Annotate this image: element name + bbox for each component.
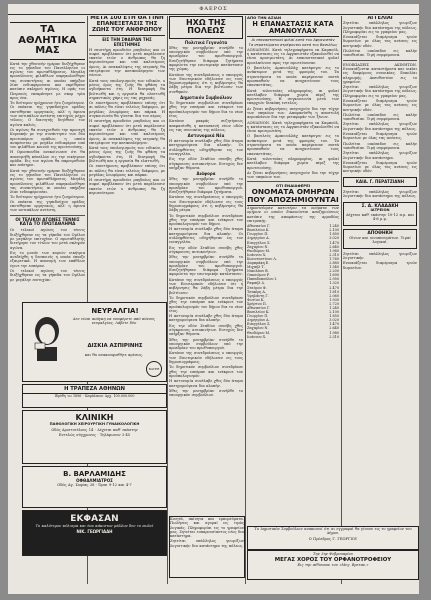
box-ad-2-sub: ΙΑΤΡΕΙΟΝ (370, 208, 390, 213)
clinic-ad: ΚΛΙΝΙΚΗ ΠΑΘΟΛΟΓΙΚΗ ΧΕΙΡΟΥΡΓΙΚΗ ΓΥΝΑΙΚΟΛΟΓΙΚΗ Οδός Αριστοτέλους 14 · Δέχεται καθ' εκάστην Εντελώς σύγχρονος · Τηλέφωνον 2-45 (22, 410, 167, 464)
column-1: ΤΑ ΑΘΛΗΤΙΚΑ ΜΑΣ Κατά την χθεσινήν ημέραν διεξήχθησαν εις το γήπεδον του Πανελληνίου οι αγώνες του πρωταθλήματος. Μεγάλη προσέλευσις φιλάθλων παρηκολούθησε τας συναντήσεις αι οποίαι υπήρξαν λίαν ενδιαφέρουσαι και εκρίθησαν κατόπιν σκληρού αγώνος. Η ομάς του Πειραιώς επεκράτησε με σκορ τρία προς ένα. Το δεύτερον ημίχρονον ήτο ζωηρότερον. Οι παίκται της γηπεδούχου ομάδος επετέθησαν ορμητικώς, αλλ' η άμυνα των αντιπάλων αντέστη επιτυχώς μέχρι τέλους. Ο διαιτητής διηύθυνε τον αγώνα καλώς. Οι αγώνες θα συνεχισθούν την προσεχή Κυριακήν με την συνάντησιν των δύο πρωτοπόρων ομάδων, η οποία αναμένεται με μεγάλο ενδιαφέρον υπό του φιλάθλου κοινού της πρωτευούσης. Η Ομοσπονδία ανεκοίνωσεν ότι θα απονεμηθή κύπελλον εις την νικήτριαν ομάδα. Εις τον αγώνα θα παρευρεθούν και επίσημοι. Κατά την χθεσινήν ημέραν διεξήχθησαν εις το γήπεδον του Πανελληνίου οι αγώνες του πρωταθλήματος. Μεγάλη προσέλευσις φιλάθλων παρηκολούθησε τας συναντήσεις αι οποίαι υπήρξαν λίαν ενδιαφέρουσαι. Το δεύτερον ημίχρονον ήτο ζωηρότερον. Οι παίκται της γηπεδούχου ομάδος επετέθησαν ορμητικώς, αλλ' η άμυνα των αντιπάλων αντέστη. ΟΙ ΤΕΛΙΚΟΙ ΑΓΩΝΕΣ ΤΕΝΝΙΣ ΚΑΤΑ ΤΟ ΠΡΩΤΑΘΛΗΜΑ Οι τελικοί αγώνες του τέννις διεξήχθησαν εις τα γήπεδα του Ομίλου με μεγάλην επιτυχίαν. Ο πρωταθλητής διετήρησε τον τίτλον του μετά σκληρόν αγώνα. Εις το μονόν των κυριών νικήτρια ανεδείχθη η δεσποινίς η οποία έπαιξε εξαιρετικά. Η απονομή των επάθλων έγινε την εσπέραν. Οι τελικοί αγώνες του τέννις διεξήχθησαν εις τα γήπεδα του Ομίλου με μεγάλην επιτυχίαν. (10, 24, 85, 282)
city-echo-headline: ΗΧΩ ΤΗΣ ΠΟΛΕΩΣ (169, 16, 243, 39)
orphanage-ball-ad (247, 550, 419, 580)
asia-kicker: ΑΠΟ ΤΗΝ ΑΣΙΑΝ (247, 16, 281, 20)
doctor-specialty: ΟΦΘΑΛΜΙΑΤΡΟΣ (76, 478, 113, 483)
orphanage-title: ΜΕΓΑΣ ΧΟΡΟΣ ΤΟΥ ΟΡΦΑΝΟΤΡΟΦΕΙΟΥ (274, 557, 392, 564)
ekfasan-seller: ΝΙΚ. ΓΕΩΡΓΙΑΔΗ (76, 529, 113, 535)
clinic-sub: ΠΑΘΟΛΟΓΙΚΗ ΧΕΙΡΟΥΡΓΙΚΗ ΓΥΝΑΙΚΟΛΟΓΙΚΗ (49, 422, 140, 426)
bank-name: Η ΤΡΑΠΕΖΑ ΑΘΗΝΩΝ (23, 385, 166, 394)
orphanage-date: Την 3ην Φεβρουαρίου (313, 552, 353, 556)
box-ad-1: ΚΑΙΑ. Γ. ΠΕΡΑΤΖΙΑΝΗ (355, 178, 405, 184)
ekfasan-ad: ΕΚΦΑΣΑΝ Το καλύτερον κύλισμα και ένα κάκιστον μάλλον δεν το πωλεί ΝΙΚ. ΓΕΩΡΓΙΑΔΗ (22, 510, 167, 556)
box-ad-3: ΑΠΟΘΗΚΗ (367, 230, 393, 236)
orphanage-venue: Εις την αίθουσαν του «Μεγ. Βρεταν.» (297, 563, 369, 568)
notices-headline: ΑΓΓΕΛΙΑΙ (367, 16, 393, 21)
aspirin-name: ΔΙΣΚΙΑ ΑΣΠΙΡΙΝΗΣ (87, 343, 143, 349)
tennis-subheadline: ΚΑΤΑ ΤΟ ΠΡΩΤΑΘΛΗΜΑ (19, 221, 76, 226)
running-header: ΦΑΕΡΟΣ (8, 4, 419, 15)
sports-headline: ΤΑ ΑΘΛΗΤΙΚΑ ΜΑΣ (10, 22, 85, 60)
hostages-headline: ΟΝΟΜΑΤΑ ΟΜΗΡΩΝ ΠΟΥ ΑΠΟΖΗΜΙΟΥΝΤΑΙ (247, 187, 339, 205)
ekfasan-title: ΕΚΦΑΣΑΝ (70, 514, 119, 524)
neuralgia-title: ΝΕΥΡΑΛΓΙΑ! (91, 307, 139, 315)
bayer-cross-logo: BAYER (146, 361, 162, 377)
tennis-headline: ΟΙ ΤΕΛΙΚΟΙ ΑΓΩΝΕΣ ΤΕΝΝΙΣ (15, 216, 80, 222)
col4-notice-box: Το Δημοτικόν Συμβούλιον ανακοινοί ότι αι εγγραφαί θα γίνουν εις το γραφείον του Δήμου. Ο Πρόεδρος Γ. ΓΕΩΡΓΙΟΥ (247, 526, 419, 550)
column-2: ΜΕΤΑ 100 ΕΤΗ ΘΑ ΓΙΝΗ ΕΠΑΝΕΞΕΤΑΣΙΣ ΤΗΣ ΖΩΗΣ ΤΟΥ ΑΝΘΡΩΠΟΥ ΕΙΣ ΤΗΝ ΣΦΑΙΡΑΝ ΤΗΣ ΕΠΙΣΤΗΜΗΣ Η επιστήμη προοδεύει ραγδαίως και οι σοφοί προβλέπουν ότι μετά παρέλευσιν εκατόν ετών ο άνθρωπος θα ζη περισσότερον και υπό καλυτέρους όρους. Αι ανακαλύψεις της ιατρικής θα επιτρέψουν την καταπολέμησιν των νόσων. Κατά τους υπολογισμούς των ειδικών, ο μέσος όρος της ζωής θα φθάση τα ογδοήκοντα έτη. Η διατροφή θα βελτιωθή και η εργασία θα ελαττωθή σημαντικώς χάρις εις τας μηχανάς. Οι επιστήμονες προβλέπουν επίσης ότι αι πόλεις θα είναι τελείως διάφοροι, με μεγάλας λεωφόρους και πάρκα. Η συγκοινωνία θα γίνεται δια του αέρος. Η επιστήμη προοδεύει ραγδαίως και οι σοφοί προβλέπουν ότι μετά παρέλευσιν εκατόν ετών ο άνθρωπος θα ζη περισσότερον και υπό καλυτέρους όρους. Αι ανακαλύψεις της ιατρικής θα επιτρέψουν την καταπολέμησιν. Κατά τους υπολογισμούς των ειδικών, ο μέσος όρος της ζωής θα φθάση τα ογδοήκοντα έτη. Η διατροφή θα βελτιωθή και η εργασία θα ελαττωθή. Οι επιστήμονες προβλέπουν επίσης ότι αι πόλεις θα είναι τελείως διάφοροι, με μεγάλας λεωφόρους και πάρκα. Η επιστήμη προοδεύει ραγδαίως και οι σοφοί προβλέπουν ότι μετά παρέλευσιν εκατόν ετών ο άνθρωπος θα ζη περισσότερον. (89, 16, 165, 196)
bank-ad: Η ΤΡΑΠΕΖΑ ΑΘΗΝΩΝ Ιδρύθη τω 1896 · Κεφάλαιον Δρχ. 100.000.000 (22, 384, 167, 408)
small-ad-col3: Κινητά, ακίνητα και εμπορεύματα. Πωλήσεις και αγοραί εις τιμάς λογικάς. Πληροφορίαι εις το γραφείον μας. Ζητείται ευπαρουσίαστος νέος δια κατάστημα. Ζητείται υπάλληλος γνωρίζων λογιστικήν δια κατάστημα της πόλεως. (169, 516, 245, 578)
column-3: ΗΧΩ ΤΗΣ ΠΟΛΕΩΣ Πολιτικά Γεγονότα Χθες την μεσημβρίαν συνήλθε το υπουργικόν συμβούλιον υπό την προεδρίαν του πρωθυπουργού. Εσυζητήθησαν διάφορα ζητήματα αφορώντα την εσωτερικήν κατάστασιν της χώρας. Κατόπιν της συνεδριάσεως ο υπουργός των Εσωτερικών εδήλωσεν εις τους δημοσιογράφους ότι η κυβέρνησις θα λάβη μέτρα δια την βελτίωσιν των συνθηκών. Δημοτικόν Συμβούλιον Το δημοτικόν συμβούλιον συνεδρίασε χθες την εσπέραν και ενέκρινε τον προϋπολογισμόν του δήμου δια το νέον έτος. Κατόπιν μακράς συζητήσεως απεφασίσθη η κατασκευή νέων οδών εις τας συνοικίας της πόλεως. Αστυνομικά Νέα Η αστυνομία συνέλαβε χθες δύο άτομα κατηγορούμενα δια κλοπήν. Οι συλληφθέντες ωδηγήθησαν εις τον εισαγγελέα. Εις την οδόν Σταδίου συνέβη χθες σύγκρουσις αυτοκινήτων. Ευτυχώς δεν υπήρξαν θύματα. Διάφορα Χθες την μεσημβρίαν συνήλθε το υπουργικόν συμβούλιον υπό την προεδρίαν του πρωθυπουργού. Εσυζητήθησαν διάφορα ζητήματα. Κατόπιν της συνεδριάσεως ο υπουργός των Εσωτερικών εδήλωσεν εις τους δημοσιογράφους ότι η κυβέρνησις θα λάβη μέτρα. Το δημοτικόν συμβούλιον συνεδρίασε χθες την εσπέραν και ενέκρινε τον προϋπολογισμόν του δήμου. Η αστυνομία συνέλαβε χθες δύο άτομα κατηγορούμενα δια κλοπήν. Οι συλληφθέντες ωδηγήθησαν εις τον εισαγγελέα. Εις την οδόν Σταδίου συνέβη χθες σύγκρουσις αυτοκινήτων. Χθες την μεσημβρίαν συνήλθε το υπουργικόν συμβούλιον υπό την προεδρίαν του πρωθυπουργού. Εσυζητήθησαν διάφορα ζητήματα αφορώντα την εσωτερικήν κατάστασιν. Κατόπιν της συνεδριάσεως ο υπουργός των Εσωτερικών εδήλωσεν ότι η κυβέρνησις θα λάβη μέτρα δια την βελτίωσιν. Το δημοτικόν συμβούλιον συνεδρίασε χθες την εσπέραν και ενέκρινε τον προϋπολογισμόν του δήμου δια το νέον έτος. Η αστυνομία συνέλαβε χθες δύο άτομα κατηγορούμενα δια κλοπήν. Εις την οδόν Σταδίου συνέβη χθες σύγκρουσις αυτοκινήτων. Ευτυχώς δεν υπήρξαν θύματα. Χθες την μεσημβρίαν συνήλθε το υπουργικόν συμβούλιον υπό την προεδρίαν του πρωθυπουργού. Κατόπιν της συνεδριάσεως ο υπουργός των Εσωτερικών εδήλωσεν εις τους δημοσιογράφους. Το δημοτικόν συμβούλιον συνεδρίασε χθες την εσπέραν και ενέκρινε τον προϋπολογισμόν. Η αστυνομία συνέλαβε χθες δύο άτομα κατηγορούμενα δια κλοπήν. Χθες την μεσημβρίαν συνήλθε το υπουργικόν συμβούλιον. (169, 18, 243, 398)
aspirin-ad: ΝΕΥΡΑΛΓΙΑ! Δεν είναι ανάγκη να υποφέρετε από πόνους νευραλγίας. Λάβετε δύο ΔΙΣΚΙΑ ΑΣΠΙΡΙΝΗΣ και θα ανακουφισθήτε αμέσως. BAYER (22, 302, 167, 382)
column-5: ΑΓΓΕΛΙΑΙ Ζητείται υπάλληλος γνωρίζων λογιστικήν δια κατάστημα της πόλεως. Πληροφορίαι εις το γραφείον μας. Ενοικιάζεται διαμέρισμα τριών δωματίων με όλας τας ανέσεις εις κεντρικήν οδόν. Πωλείται οικόπεδον εις καλήν τοποθεσίαν. Τιμή συμφέρουσα. ΕΝΟΙΚΙΑΣΕΙΣ ΑΚΙΝΗΤΩΝ. Ενοικιάζονται καταστήματα και οικίαι εις διαφόρους συνοικίας. Ευκολίαι πληρωμής. Απευθυντέον εις το γραφείον. Ζητείται υπάλληλος γνωρίζων λογιστικήν δια κατάστημα της πόλεως. Πληροφορίαι εις το γραφείον μας. Ενοικιάζεται διαμέρισμα τριών δωματίων με όλας τας ανέσεις εις κεντρικήν οδόν. Πωλείται οικόπεδον εις καλήν τοποθεσίαν. Τιμή συμφέρουσα. Ζητείται υπάλληλος γνωρίζων λογιστικήν δια κατάστημα της πόλεως. Ενοικιάζεται διαμέρισμα τριών δωματίων με όλας τας ανέσεις. Πωλείται οικόπεδον εις καλήν τοποθεσίαν. Τιμή συμφέρουσα. Ζητείται υπάλληλος γνωρίζων λογιστικήν δια κατάστημα. Ενοικιάζεται διαμέρισμα τριών δωματίων με όλας τας ανέσεις εις κεντρικήν οδόν. ΚΑΙΑ. Γ. ΠΕΡΑΤΖΙΑΝΗ Ζητείται υπάλληλος γνωρίζων λογιστικήν δια κατάστημα της πόλεως. Σ. Α. ΚΛΑΔΑΚΗ ΙΑΤΡΕΙΟΝ Δέχεται καθ' εκάστην 10-12 π.μ. και 4-6 μ.μ. ΑΠΟΘΗΚΗ Οίνων και οινοπνευμάτων. Τιμαί λογικαί. Ζητείται υπάλληλος γνωρίζων λογιστικήν. Ενοικιάζεται διαμέρισμα τριών δωματίων. (343, 16, 417, 270)
science-headline: ΜΕΤΑ 100 ΕΤΗ ΘΑ ΓΙΝΗ ΕΠΑΝΕΞΕΤΑΣΙΣ ΤΗΣ ΖΩΗΣ ΤΟΥ ΑΝΘΡΩΠΟΥ (89, 16, 165, 36)
doctor-name: Β. ΒΑΡΛΑΜΙΔΗΣ (63, 470, 126, 478)
clinic-title: ΚΛΙΝΙΚΗ (75, 413, 114, 422)
revolution-sub-1: Αι επαναστατικαί φυλαί κατά του Αφγανιστάν (251, 37, 335, 42)
science-subheadline: ΕΙΣ ΤΗΝ ΣΦΑΙΡΑΝ ΤΗΣ ΕΠΙΣΤΗΜΗΣ (102, 36, 152, 47)
box-ad-2: Σ. Α. ΚΛΑΔΑΚΗ (361, 203, 399, 209)
interest-kicker: ΟΤΙ ΕΝΔΙΑΦΕΡΕΙ (275, 183, 311, 189)
ophthalmologist-ad: Β. ΒΑΡΛΑΜΙΔΗΣ ΟΦΘΑΛΜΙΑΤΡΟΣ Οδός Αγ. Σοφίας 28 · Ώραι 9-12 και 4-7 (22, 466, 167, 508)
column-4: ΑΠΟ ΤΗΝ ΑΣΙΑΝ Η ΕΠΑΝΑΣΤΑΣΙΣ ΚΑΤΑ ΑΜΑΝΟΥΛΑΧ Αι επαναστατικαί φυλαί κατά του Αφγανιστάν Τα στρατεύματα στρέφονται κατά του Βασιλέως ΛΟΝΔΙΝΟΝ. Κατά τηλεγραφήματα εκ Καμπούλ, η κατάστασις εις το Αφγανιστάν εξακολουθεί να είναι κρισιμωτάτη. Αι επαναστατικαί φυλαί προελαύνουν προς την πρωτεύουσαν. Ο βασιλεύς Αμανουλλάχ κατέφυγεν εις το ανάκτορον μετά της φρουράς του. Τα στρατεύματα τα οποία παρέμειναν πιστά προσπαθούν να αναχαιτίσουν τους επαναστάτας. Κατά τελευταίας πληροφορίας, αι φυλαί κατέλαβον διάφορα χωρία πέριξ της πρωτευούσης. Η συγκοινωνία μετά των επαρχιών διεκόπη εντελώς. Αι ξέναι κυβερνήσεις ανησυχούν δια την τύχην των υπηκόων των. Αποφασίσθη η αποστολή αεροπλάνων δια την μεταφοράν των ξένων. ΛΟΝΔΙΝΟΝ. Κατά τηλεγραφήματα εκ Καμπούλ, η κατάστασις εις το Αφγανιστάν εξακολουθεί να είναι κρισιμωτάτη. Ο βασιλεύς Αμανουλλάχ κατέφυγεν εις το ανάκτορον μετά της φρουράς του. Τα στρατεύματα τα οποία παρέμειναν πιστά προσπαθούν να αναχαιτίσουν τους επαναστάτας. Κατά τελευταίας πληροφορίας, αι φυλαί κατέλαβον διάφορα χωρία πέριξ της πρωτευούσης. Αι ξέναι κυβερνήσεις ανησυχούν δια την τύχην των υπηκόων των. ΟΤΙ ΕΝΔΙΑΦΕΡΕΙ ΟΝΟΜΑΤΑ ΟΜΗΡΩΝ ΠΟΥ ΑΠΟΖΗΜΙΟΥΝΤΑΙ Δημοσιεύομεν κατωτέρω τα ονόματα των ομήρων οι οποίοι δικαιούνται αποζημιώσεως κατόπιν της αποφάσεως της αρμοδίας επιτροπής. Αθανασίου Γ. 1.240 Βασιλείου Κ. 2.100 Γεωργίου Π. 1.850 Δημητρίου Α. 3.020 Ευαγγέλου Σ. 1.470 Ζαχαρίου Ν. 2.640 Θεοδώρου Μ. 1.980 Ιωάννου Χ. 2.310 Κωνσταντίνου Λ. 1.760 Λαμπράκη Ε. 2.880 Μιχαήλ Τ. 1.540 Νικολάου Β. 2.200 Οικονόμου Ρ. 1.690 Παπαδοπούλου Ι. 2.950 Ραφαήλ Δ. 1.320 Σταύρου Φ. 2.470 Τσακίρη Α. 1.810 Υψηλάντη Γ. 2.060 Φωτίου Κ. 1.930 Χρήστου Π. 2.720 Αθανασίου Γ. 1.240 Βασιλείου Κ. 2.100 Γεωργίου Π. 1.850 Δημητρίου Α. 3.020 Ευαγγέλου Σ. 1.470 Ζαχαρίου Ν. 2.640 Θεοδώρου Μ. 1.980 Ιωάννου Χ. 2.310 (247, 16, 339, 339)
newspaper-page (8, 4, 419, 594)
woman-portrait-illustration (29, 315, 65, 361)
revolution-sub-2: Τα στρατεύματα στρέφονται κατά του Βασιλέως (248, 42, 338, 47)
revolution-headline: Η ΕΠΑΝΑΣΤΑΣΙΣ ΚΑΤΑ ΑΜΑΝΟΥΛΑΧ (247, 20, 339, 37)
